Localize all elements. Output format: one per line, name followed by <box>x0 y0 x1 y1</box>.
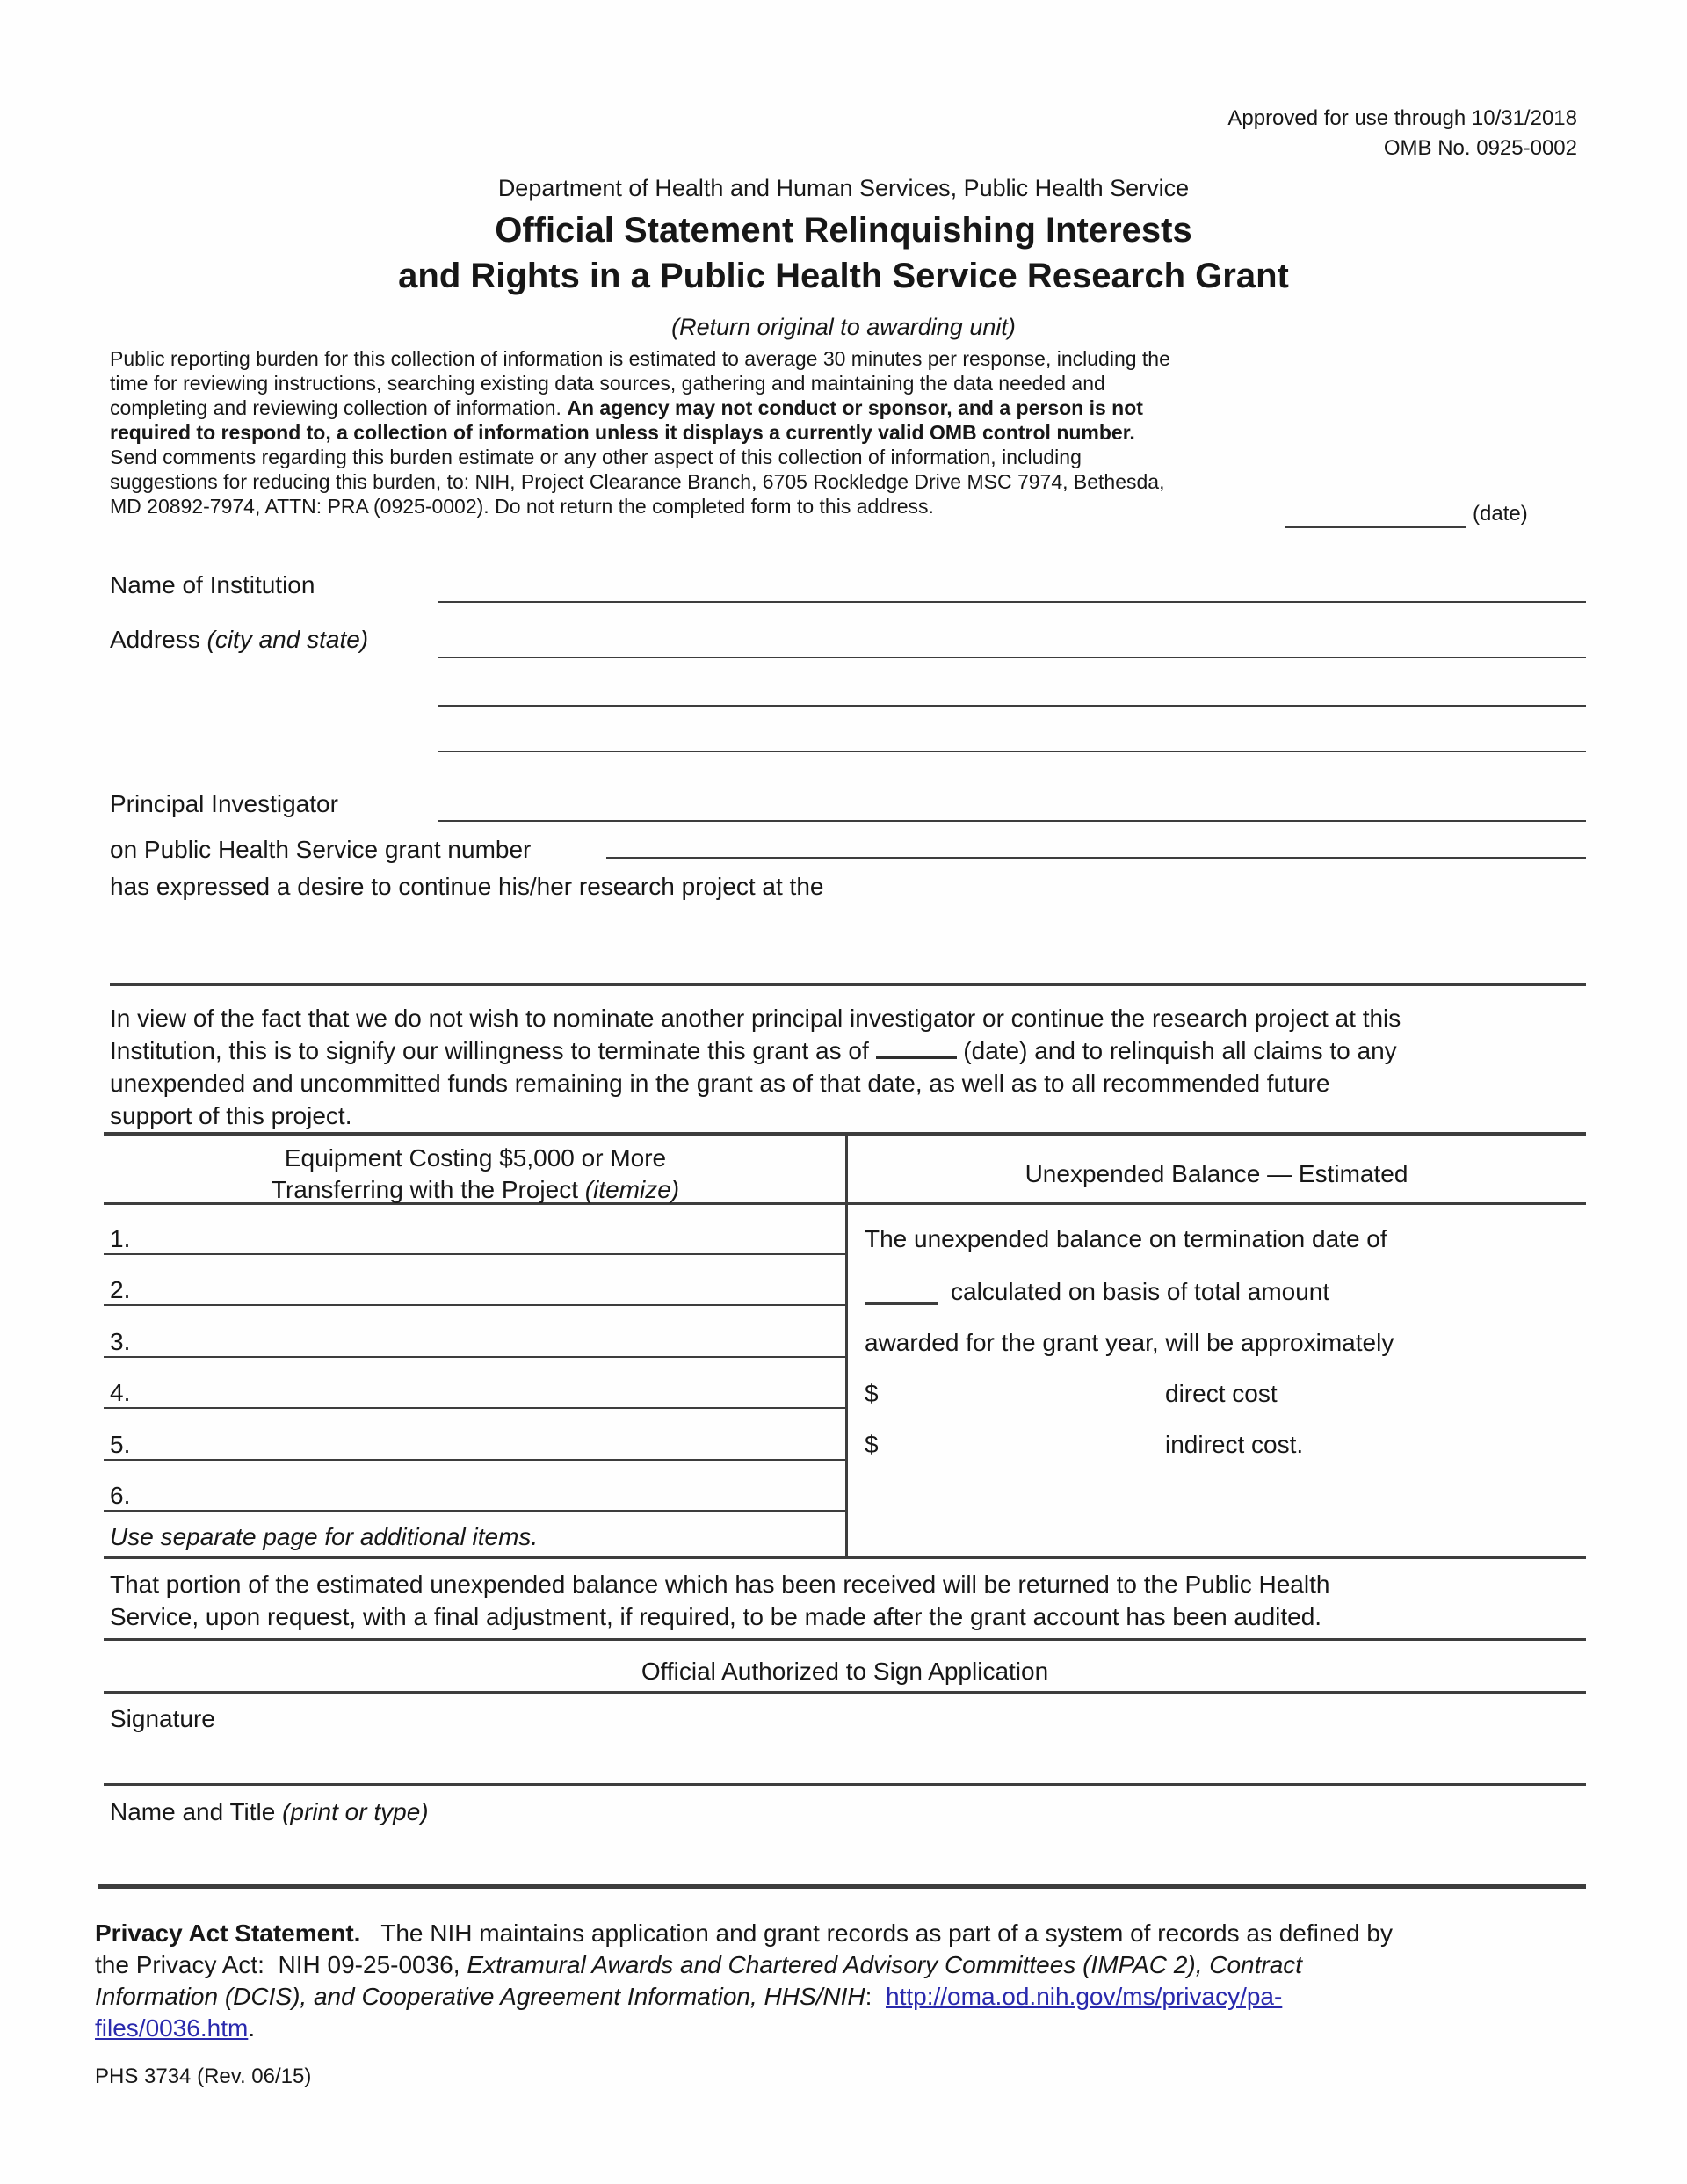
address-label-hint: (city and state) <box>206 626 369 653</box>
balance-header: Unexpended Balance — Estimated <box>1025 1160 1408 1187</box>
address-fill-line-3 <box>438 751 1586 752</box>
refund-clause <box>110 1568 1656 1633</box>
form-title-line2: and Rights in a Public Health Service Research Grant <box>398 257 1289 295</box>
table-bottom-border <box>104 1556 1586 1559</box>
address-fill-line-1 <box>438 657 1586 658</box>
equipment-row-number-1: 1. <box>110 1225 131 1252</box>
privacy-heading: Privacy Act Statement. <box>95 1919 361 1947</box>
balance-amount-blank <box>865 1302 938 1305</box>
equipment-row-number-5: 5. <box>110 1431 131 1458</box>
equipment-header-line1: Equipment Costing $5,000 or More <box>284 1144 667 1172</box>
return-note: (Return original to awarding unit) <box>671 314 1016 340</box>
equipment-row-line-3 <box>104 1356 847 1358</box>
grant-number-label: on Public Health Service grant number <box>110 836 532 863</box>
address-fill-line-2 <box>438 705 1586 707</box>
burden-line2: time for reviewing instructions, searching existing data sources, gathering and maintaining the data needed and <box>110 372 1105 395</box>
form-number: PHS 3734 (Rev. 06/15) <box>95 2064 312 2088</box>
direct-cost-dollar-sign: $ <box>865 1380 879 1407</box>
indirect-cost-label: indirect cost. <box>1165 1431 1304 1458</box>
principal-investigator-fill-line <box>438 820 1586 822</box>
address-label-text: Address <box>110 626 207 653</box>
privacy-line3-italic: Information (DCIS), and Cooperative Agreement Information, HHS/NIH <box>95 1983 865 2010</box>
termination-line3: unexpended and uncommitted funds remaining in the grant as of that date, as well as to all recommended future <box>110 1070 1330 1097</box>
burden-line5: Send comments regarding this burden estimate or any other aspect of this collection of information, including <box>110 446 1082 468</box>
signing-section-top-border <box>104 1638 1586 1641</box>
balance-line3: awarded for the grant year, will be approximately <box>865 1329 1394 1356</box>
termination-date-blank <box>876 1037 957 1059</box>
principal-investigator-label: Principal Investigator <box>110 790 338 817</box>
equipment-row-line-1 <box>104 1253 847 1255</box>
grant-number-fill-line <box>606 857 1586 859</box>
date-label: (date) <box>1473 502 1528 526</box>
equipment-row-number-6: 6. <box>110 1482 131 1509</box>
signing-title-bottom-border <box>104 1691 1586 1694</box>
name-title-hint: (print or type) <box>282 1798 429 1825</box>
equipment-row-line-2 <box>104 1304 847 1306</box>
name-title-label-text: Name and Title <box>110 1798 283 1825</box>
institution-fill-line <box>438 601 1586 603</box>
burden-line1: Public reporting burden for this collection of information is estimated to average 30 minutes per response, including the <box>110 347 1170 370</box>
omb-number: OMB No. 0925-0002 <box>1383 136 1577 160</box>
termination-line4: support of this project. <box>110 1102 352 1129</box>
refund-line1: That portion of the estimated unexpended balance which has been received will be returned to the Public Health <box>110 1571 1330 1598</box>
privacy-line2-normal: the Privacy Act: NIH 09-25-0036, <box>95 1951 467 1978</box>
direct-cost-label: direct cost <box>1165 1380 1278 1407</box>
burden-statement <box>110 346 1305 519</box>
refund-line2: Service, upon request, with a final adjustment, if required, to be made after the grant account has been audited. <box>110 1603 1322 1630</box>
equipment-header-itemize-hint: (itemize) <box>584 1176 680 1203</box>
privacy-act-statement <box>95 1918 1641 2044</box>
termination-paragraph <box>110 1002 1656 1132</box>
approval-line: Approved for use through 10/31/2018 <box>1227 106 1577 130</box>
equipment-row-number-2: 2. <box>110 1276 131 1303</box>
indirect-cost-dollar-sign: $ <box>865 1431 879 1458</box>
institution-label: Name of Institution <box>110 571 315 599</box>
name-title-label <box>110 1796 429 1828</box>
termination-line2-before: Institution, this is to signify our willingness to terminate this grant as of <box>110 1037 876 1064</box>
signature-label: Signature <box>110 1705 215 1732</box>
form-title-line1: Official Statement Relinquishing Interests <box>495 211 1192 250</box>
equipment-row-number-3: 3. <box>110 1328 131 1355</box>
address-label <box>110 624 368 656</box>
privacy-line3-separator: : <box>865 1983 886 2010</box>
date-fill-line <box>1285 526 1466 528</box>
burden-line3-normal: completing and reviewing collection of information. <box>110 396 568 419</box>
privacy-line2-italic: Extramural Awards and Chartered Advisory Committees (IMPAC 2), Contract <box>467 1951 1303 1978</box>
continuing-institution-fill-line <box>110 983 1586 986</box>
termination-line2-after: (date) and to relinquish all claims to any <box>956 1037 1397 1064</box>
privacy-link-part2[interactable]: files/0036.htm <box>95 2014 249 2042</box>
burden-line7: MD 20892-7974, ATTN: PRA (0925-0002). Do not return the completed form to this address. <box>110 495 934 518</box>
termination-line1: In view of the fact that we do not wish to nominate another principal investigator or continue the research project at this <box>110 1005 1401 1032</box>
equipment-row-number-4: 4. <box>110 1379 131 1406</box>
equipment-row-line-6 <box>104 1510 847 1512</box>
balance-line1: The unexpended balance on termination date of <box>865 1225 1387 1252</box>
signature-fill-line <box>104 1783 1586 1786</box>
signing-section-title: Official Authorized to Sign Application <box>641 1658 1049 1685</box>
equipment-row-line-4 <box>104 1407 847 1409</box>
department-line: Department of Health and Human Services, Public Health Service <box>497 175 1190 201</box>
equipment-row-line-5 <box>104 1459 847 1461</box>
equipment-header-line2 <box>104 1174 847 1206</box>
privacy-section-divider <box>98 1884 1586 1889</box>
privacy-link-part1[interactable]: http://oma.od.nih.gov/ms/privacy/pa- <box>886 1983 1283 2010</box>
balance-line2: calculated on basis of total amount <box>951 1278 1330 1305</box>
privacy-period: . <box>248 2014 256 2042</box>
desire-line: has expressed a desire to continue his/her research project at the <box>110 873 824 900</box>
equipment-header-line2-text: Transferring with the Project <box>271 1176 585 1203</box>
privacy-line1-rest: The NIH maintains application and grant records as part of a system of records as defined by <box>360 1919 1393 1947</box>
equipment-footnote: Use separate page for additional items. <box>110 1523 539 1550</box>
burden-line3-bold: An agency may not conduct or sponsor, and a person is not <box>567 396 1143 419</box>
burden-line4-bold: required to respond to, a collection of information unless it displays a currently valid OMB control number. <box>110 421 1135 444</box>
burden-line6: suggestions for reducing this burden, to: NIH, Project Clearance Branch, 6705 Rockledge Drive MSC 7974, Bethesda, <box>110 470 1165 493</box>
